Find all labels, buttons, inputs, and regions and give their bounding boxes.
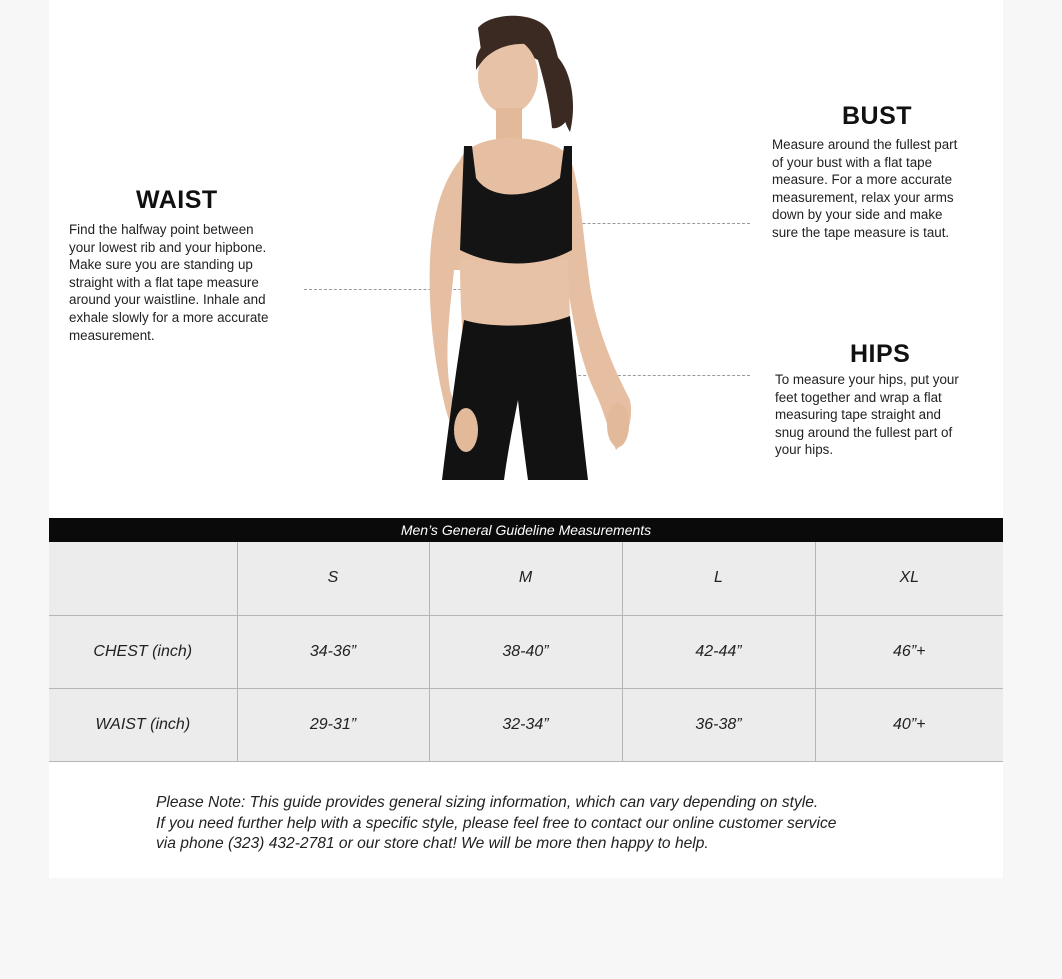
hips-heading: HIPS: [850, 340, 911, 368]
header-cell-l: L: [622, 542, 815, 615]
note-line: Please Note: This guide provides general sizing information, which can vary depending on style.: [156, 794, 819, 811]
hips-line: To measure your hips, put your: [775, 372, 959, 387]
waist-line: your lowest rib and your hipbone.: [69, 239, 267, 255]
table-row: [49, 615, 1003, 688]
hips-line: measuring tape straight and: [775, 407, 941, 423]
waist-line: measurement.: [69, 327, 155, 343]
header-cell-m: M: [429, 542, 622, 615]
hips-line: feet together and wrap a flat: [775, 389, 942, 405]
waist-line: around your waistline. Inhale and: [69, 292, 266, 308]
table-cell: 40”+: [815, 688, 1003, 761]
waist-instructions: [69, 221, 284, 344]
table-cell: 29-31”: [237, 688, 429, 761]
note-line: If you need further help with a specific style, please feel free to contact our online customer service: [156, 814, 837, 832]
table-cell: 38-40”: [429, 615, 622, 688]
table-row: [49, 688, 1003, 761]
hips-instructions: [775, 371, 982, 459]
bust-line: down by your side and make: [772, 207, 943, 223]
table-cell: 32-34”: [429, 688, 622, 761]
waist-heading: WAIST: [136, 186, 218, 214]
table-header-row: [49, 542, 1003, 615]
bust-line: measurement, relax your arms: [772, 189, 954, 205]
model-figure-image: [420, 10, 640, 480]
bust-instructions: [772, 136, 980, 242]
bust-line: Measure around the fullest part: [772, 137, 958, 152]
header-cell-s: S: [237, 542, 429, 615]
size-table: [49, 542, 1003, 762]
note-line: via phone (323) 432-2781 or our store chat! We will be more then happy to help.: [156, 835, 709, 852]
waist-line: Make sure you are standing up: [69, 257, 253, 273]
table-cell: 42-44”: [622, 615, 815, 688]
waist-line: exhale slowly for a more accurate: [69, 309, 269, 325]
bust-line: of your bust with a flat tape: [772, 154, 933, 170]
hips-line: snug around the fullest part of: [775, 424, 953, 440]
row-label-waist: WAIST (inch): [49, 688, 237, 761]
bust-line: measure. For a more accurate: [772, 172, 953, 188]
waist-line: Find the halfway point between: [69, 222, 254, 237]
table-cell: 46”+: [815, 615, 1003, 688]
bust-line: sure the tape measure is taut.: [772, 224, 950, 240]
header-cell-xl: XL: [815, 542, 1003, 615]
header-cell-empty: [49, 542, 237, 615]
table-title-bar: Men’s General Guideline Measurements: [49, 518, 1003, 542]
row-label-chest: CHEST (inch): [49, 615, 237, 688]
hips-line: your hips.: [775, 442, 834, 458]
sizing-note: [156, 793, 936, 855]
table-cell: 36-38”: [622, 688, 815, 761]
table-cell: 34-36”: [237, 615, 429, 688]
bust-heading: BUST: [842, 102, 913, 130]
waist-line: straight with a flat tape measure: [69, 274, 259, 290]
